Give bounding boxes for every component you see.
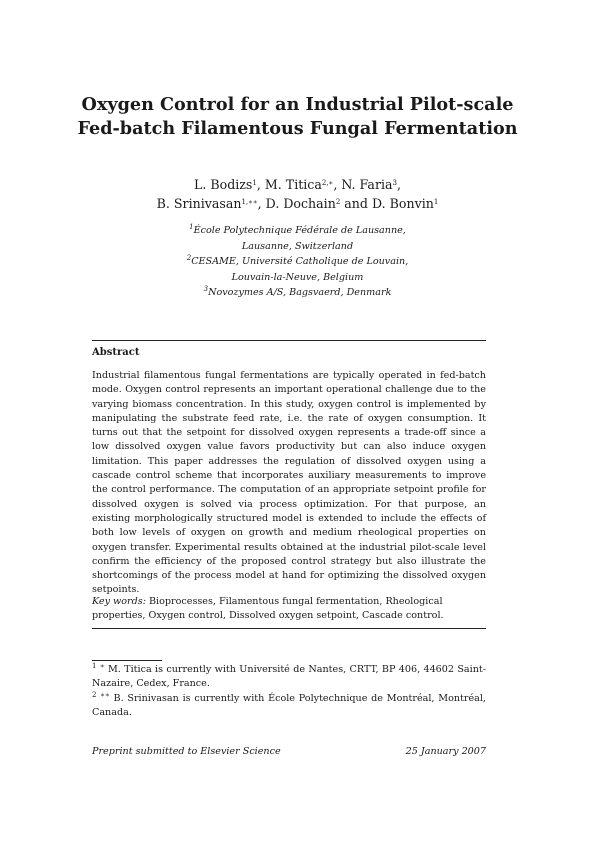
affiliation-mark: 3	[203, 285, 209, 293]
author-separator: and	[340, 196, 372, 211]
author-separator: ,	[256, 177, 265, 192]
footnote-number: 1	[92, 662, 97, 670]
footnote-text: M. Titica is currently with Université de Nantes, CRTT, BP 406, 44602 Saint-Nazaire, Cedex, France.	[92, 664, 486, 690]
footnote-mark: ∗	[99, 662, 105, 670]
author-line-2	[40, 194, 555, 213]
author-name: D. Bonvin	[371, 196, 434, 211]
footnote-text: B. Srinivasan is currently with École Polytechnique de Montréal, Montréal, Canada.	[92, 693, 486, 719]
affiliation-text: École Polytechnique Fédérale de Lausanne,	[193, 225, 406, 236]
affiliation-mark: 2	[186, 254, 192, 262]
abstract-bottom-rule	[92, 628, 486, 629]
affiliation-text: Novozymes A/S, Bagsvaerd, Denmark	[208, 287, 392, 298]
author-affiliation-mark: 1	[252, 179, 257, 187]
author-name: B. Srinivasan	[156, 196, 242, 211]
author-affiliation-mark: 2,∗	[321, 179, 334, 187]
keywords	[92, 595, 486, 624]
footnote-1	[92, 663, 486, 692]
author-name: N. Faria	[341, 177, 393, 192]
author-affiliation-mark: 3	[392, 179, 397, 187]
affiliation-2-cont: Louvain-la-Neuve, Belgium	[231, 271, 364, 283]
footnote-rule	[92, 660, 162, 661]
author-list	[40, 175, 555, 213]
author-separator: ,	[396, 177, 401, 192]
author-affiliation-mark: 1,∗∗	[241, 198, 258, 206]
title-line-1: Oxygen Control for an Industrial Pilot-scale	[81, 94, 514, 115]
abstract-top-rule	[92, 340, 486, 341]
author-name: L. Bodizs	[194, 177, 253, 192]
author-separator: ,	[257, 196, 266, 211]
abstract-text: Industrial filamentous fungal fermentations are typically operated in fed-batch mode. Oxygen control represents an important operational challenge due to the varying biomass concentration. In this study, oxygen control is implemented by manipulating the substrate feed rate, i.e. the rate of oxygen consumption. It turns out that the setpoint for dissolved oxygen represents a trade-off since a low dissolved oxygen value favors productivity but can also induce oxygen limitation. This paper addresses the regulation of dissolved oxygen using a cascade control scheme that incorporates auxiliary measurements to improve the control performance. The computation of an appropriate setpoint profile for dissolved oxygen is solved via process optimization. For that purpose, an existing morphologically structured model is extended to include the effects of both low levels of oxygen on growth and medium rheological properties on oxygen transfer. Experimental results obtained at the industrial pilot-scale level confirm the efficiency of the proposed control strategy but also illustrate the shortcomings of the process model at hand for optimizing the dissolved oxygen setpoints.	[92, 370, 486, 596]
affiliation-1	[40, 223, 555, 239]
paper-title	[40, 93, 555, 141]
author-separator: ,	[333, 177, 342, 192]
affiliations	[40, 223, 555, 301]
author-affiliation-mark: 1	[433, 198, 439, 206]
preprint-note: Preprint submitted to Elsevier Science	[92, 746, 281, 757]
title-line-2: Fed-batch Filamentous Fungal Fermentation	[77, 118, 518, 139]
footnote-2	[92, 692, 486, 721]
preprint-date: 25 January 2007	[405, 746, 486, 757]
affiliation-text: CESAME, Université Catholique de Louvain,	[191, 256, 409, 267]
author-name: D. Dochain	[265, 196, 336, 211]
affiliation-3	[40, 285, 555, 301]
affiliation-1-cont: Lausanne, Switzerland	[241, 240, 354, 252]
abstract-heading: Abstract	[92, 347, 140, 358]
page-footer	[92, 746, 486, 757]
keywords-label: Key words:	[92, 596, 146, 607]
footnote-number: 2	[92, 691, 97, 699]
author-line-1	[40, 175, 555, 194]
author-affiliation-mark: 2	[335, 198, 341, 206]
affiliation-mark: 1	[189, 223, 194, 231]
author-name: M. Titica	[264, 177, 322, 192]
keywords-text: Bioprocesses, Filamentous fungal fermentation, Rheological properties, Oxygen control, Dissolved oxygen setpoint, Cascade control.	[92, 596, 444, 622]
affiliation-2	[40, 254, 555, 270]
footnote-mark: ∗∗	[100, 691, 110, 699]
